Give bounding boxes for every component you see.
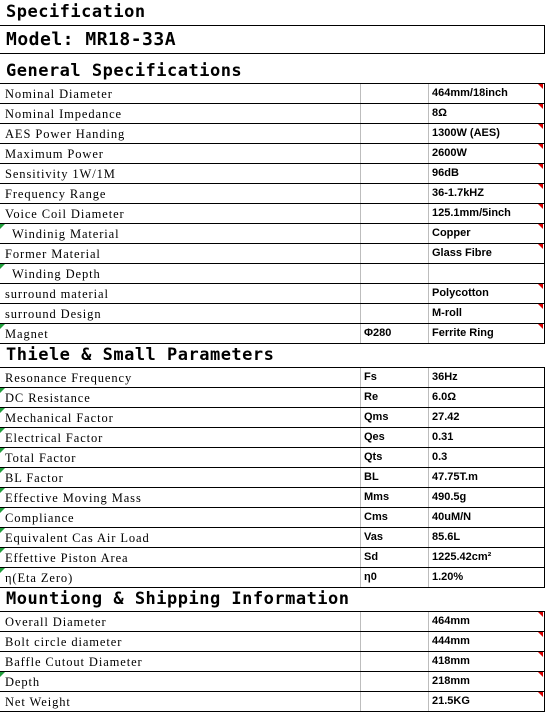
cell-divider — [428, 508, 429, 527]
spec-row — [0, 184, 545, 204]
cell-marker-icon — [0, 672, 5, 677]
spec-row — [0, 244, 545, 264]
cell-divider — [428, 144, 429, 163]
title-row — [0, 0, 545, 26]
spec-symbol: Φ280 — [364, 327, 392, 339]
cell-divider — [360, 388, 361, 407]
spec-row — [0, 548, 545, 568]
cell-divider — [544, 528, 545, 547]
cell-marker-icon — [0, 488, 5, 493]
spec-label: Voice Coil Diameter — [5, 207, 125, 221]
cell-marker-icon — [0, 324, 5, 329]
comment-marker-icon — [538, 652, 543, 657]
cell-marker-icon — [0, 508, 5, 513]
cell-divider — [428, 448, 429, 467]
cell-divider — [360, 408, 361, 427]
spec-value: 6.0Ω — [432, 391, 457, 403]
spec-value: Ferrite Ring — [432, 327, 494, 339]
cell-divider — [428, 488, 429, 507]
spec-label: Windinig Material — [12, 227, 120, 241]
cell-divider — [544, 324, 545, 343]
cell-divider — [360, 284, 361, 303]
comment-marker-icon — [538, 204, 543, 209]
cell-divider — [360, 468, 361, 487]
cell-divider — [428, 284, 429, 303]
spec-label: Nominal Diameter — [5, 87, 113, 101]
spec-label: Depth — [5, 675, 41, 689]
cell-divider — [544, 612, 545, 631]
spec-value: 125.1mm/5inch — [432, 207, 511, 219]
spec-row — [0, 388, 545, 408]
spec-value: 0.3 — [432, 451, 448, 463]
spec-value: 218mm — [432, 675, 470, 687]
cell-divider — [544, 388, 545, 407]
spec-row — [0, 448, 545, 468]
spec-row — [0, 408, 545, 428]
cell-divider — [428, 264, 429, 283]
cell-divider — [544, 428, 545, 447]
spec-value: Polycotton — [432, 287, 489, 299]
cell-divider — [544, 448, 545, 467]
spec-value: 418mm — [432, 655, 470, 667]
spec-row — [0, 124, 545, 144]
cell-divider — [360, 324, 361, 343]
spec-value: 47.75T.m — [432, 471, 478, 483]
comment-marker-icon — [538, 692, 543, 697]
cell-divider — [544, 568, 545, 587]
spec-value: 36-1.7kHZ — [432, 187, 484, 199]
cell-divider — [544, 144, 545, 163]
comment-marker-icon — [538, 144, 543, 149]
cell-marker-icon — [0, 264, 5, 269]
cell-divider — [360, 224, 361, 243]
cell-divider — [544, 652, 545, 671]
spec-label: Baffle Cutout Diameter — [5, 655, 143, 669]
cell-divider — [428, 528, 429, 547]
spec-row — [0, 368, 545, 388]
cell-divider — [428, 672, 429, 691]
cell-divider — [428, 324, 429, 343]
comment-marker-icon — [538, 612, 543, 617]
model-name: Model: MR18-33A — [6, 29, 177, 50]
spec-value: 8Ω — [432, 107, 447, 119]
spec-value: Glass Fibre — [432, 247, 492, 259]
spec-label: Former Material — [5, 247, 101, 261]
comment-marker-icon — [538, 672, 543, 677]
comment-marker-icon — [538, 84, 543, 89]
spec-value: 0.31 — [432, 431, 454, 443]
comment-marker-icon — [538, 284, 543, 289]
spec-row — [0, 632, 545, 652]
cell-divider — [360, 104, 361, 123]
spec-row — [0, 612, 545, 632]
spec-value: 36Hz — [432, 371, 458, 383]
cell-divider — [544, 548, 545, 567]
cell-divider — [428, 164, 429, 183]
spec-symbol: η0 — [364, 571, 377, 583]
spec-row — [0, 652, 545, 672]
spec-value: 85.6L — [432, 531, 461, 543]
spec-label: DC Resistance — [5, 391, 91, 405]
spec-row — [0, 84, 545, 104]
spec-symbol: Qts — [364, 451, 383, 463]
comment-marker-icon — [538, 104, 543, 109]
spec-label: Equivalent Cas Air Load — [5, 531, 150, 545]
spec-label: Net Weight — [5, 695, 71, 709]
spec-symbol: Sd — [364, 551, 379, 563]
cell-marker-icon — [0, 428, 5, 433]
spec-symbol: Cms — [364, 511, 388, 523]
cell-divider — [428, 428, 429, 447]
cell-divider — [544, 368, 545, 387]
comment-marker-icon — [538, 124, 543, 129]
cell-divider — [360, 612, 361, 631]
cell-divider — [360, 304, 361, 323]
section-heading-row — [0, 60, 545, 84]
spec-label: Winding Depth — [12, 267, 101, 281]
spec-label: AES Power Handing — [5, 127, 126, 141]
spec-label: Effective Moving Mass — [5, 491, 142, 505]
comment-marker-icon — [538, 244, 543, 249]
cell-divider — [428, 548, 429, 567]
spec-label: Electrical Factor — [5, 431, 104, 445]
cell-divider — [360, 244, 361, 263]
cell-divider — [428, 612, 429, 631]
model-row — [0, 26, 545, 54]
cell-divider — [544, 164, 545, 183]
cell-divider — [428, 652, 429, 671]
cell-divider — [544, 672, 545, 691]
cell-divider — [360, 124, 361, 143]
cell-divider — [544, 244, 545, 263]
spec-row — [0, 468, 545, 488]
spec-value: M-roll — [432, 307, 462, 319]
cell-divider — [360, 448, 361, 467]
cell-divider — [544, 204, 545, 223]
spec-label: Resonance Frequency — [5, 371, 133, 385]
spec-label: Bolt circle diameter — [5, 635, 123, 649]
cell-divider — [428, 568, 429, 587]
cell-marker-icon — [0, 408, 5, 413]
spec-row — [0, 508, 545, 528]
cell-divider — [360, 508, 361, 527]
comment-marker-icon — [538, 164, 543, 169]
spec-value: Copper — [432, 227, 471, 239]
spec-row — [0, 304, 545, 324]
cell-marker-icon — [0, 468, 5, 473]
cell-divider — [544, 84, 545, 103]
spec-symbol: Qes — [364, 431, 385, 443]
cell-divider — [544, 284, 545, 303]
section-heading: Thiele & Small Parameters — [6, 345, 275, 365]
spec-label: Compliance — [5, 511, 75, 525]
sections-container — [0, 60, 552, 712]
spec-row — [0, 144, 545, 164]
cell-divider — [544, 468, 545, 487]
cell-marker-icon — [0, 224, 5, 229]
cell-divider — [360, 368, 361, 387]
cell-divider — [428, 104, 429, 123]
spec-value: 464mm — [432, 615, 470, 627]
section-heading: General Specifications — [6, 61, 243, 81]
spec-label: Total Factor — [5, 451, 77, 465]
cell-divider — [360, 84, 361, 103]
spec-label: Nominal Impedance — [5, 107, 122, 121]
section-heading: Mountiong & Shipping Information — [6, 589, 350, 609]
right-border — [544, 26, 545, 53]
spec-row — [0, 164, 545, 184]
cell-divider — [428, 408, 429, 427]
spec-label: Maximum Power — [5, 147, 104, 161]
spec-value: 490.5g — [432, 491, 467, 503]
section-heading-row — [0, 344, 545, 368]
cell-divider — [544, 408, 545, 427]
cell-divider — [428, 304, 429, 323]
spec-symbol: BL — [364, 471, 379, 483]
spec-value: 40uM/N — [432, 511, 472, 523]
comment-marker-icon — [538, 324, 543, 329]
cell-divider — [544, 104, 545, 123]
cell-divider — [428, 124, 429, 143]
comment-marker-icon — [538, 304, 543, 309]
cell-divider — [360, 632, 361, 651]
spec-row — [0, 104, 545, 124]
cell-divider — [360, 488, 361, 507]
cell-marker-icon — [0, 448, 5, 453]
spec-value: 21.5KG — [432, 695, 470, 707]
cell-divider — [360, 528, 361, 547]
spec-value: 464mm/18inch — [432, 87, 508, 99]
cell-divider — [360, 428, 361, 447]
cell-divider — [544, 184, 545, 203]
cell-divider — [544, 304, 545, 323]
cell-divider — [360, 692, 361, 711]
cell-divider — [360, 672, 361, 691]
spec-label: η(Eta Zero) — [5, 571, 74, 585]
spec-label: Mechanical Factor — [5, 411, 114, 425]
spec-row — [0, 488, 545, 508]
spec-label: Magnet — [5, 327, 49, 341]
spec-label: Frequency Range — [5, 187, 107, 201]
spec-row — [0, 224, 545, 244]
spec-symbol: Vas — [364, 531, 383, 543]
spec-value: 1.20% — [432, 571, 464, 583]
spec-row — [0, 568, 545, 588]
spec-value: 27.42 — [432, 411, 460, 423]
cell-divider — [428, 632, 429, 651]
cell-divider — [360, 144, 361, 163]
spec-row — [0, 324, 545, 344]
cell-divider — [544, 224, 545, 243]
spec-value: 444mm — [432, 635, 470, 647]
cell-divider — [428, 204, 429, 223]
cell-marker-icon — [0, 548, 5, 553]
spec-symbol: Fs — [364, 371, 377, 383]
spec-row — [0, 692, 545, 712]
spec-label: Overall Diameter — [5, 615, 107, 629]
cell-divider — [360, 264, 361, 283]
page-title: Specification — [6, 2, 146, 22]
spec-row — [0, 204, 545, 224]
cell-divider — [428, 224, 429, 243]
cell-marker-icon — [0, 528, 5, 533]
cell-divider — [544, 488, 545, 507]
cell-divider — [428, 244, 429, 263]
cell-divider — [544, 692, 545, 711]
cell-divider — [360, 204, 361, 223]
cell-divider — [360, 184, 361, 203]
spec-label: Sensitivity 1W/1M — [5, 167, 116, 181]
cell-divider — [428, 184, 429, 203]
spec-value: 1225.42cm² — [432, 551, 492, 563]
spec-label: Effettive Piston Area — [5, 551, 129, 565]
cell-marker-icon — [0, 568, 5, 573]
spec-value: 96dB — [432, 167, 459, 179]
cell-divider — [544, 264, 545, 283]
cell-divider — [544, 632, 545, 651]
cell-divider — [360, 164, 361, 183]
spec-label: surround material — [5, 287, 109, 301]
cell-divider — [360, 652, 361, 671]
spec-row — [0, 528, 545, 548]
spec-row — [0, 428, 545, 448]
cell-divider — [428, 388, 429, 407]
section-heading-row — [0, 588, 545, 612]
spec-symbol: Qms — [364, 411, 389, 423]
comment-marker-icon — [538, 184, 543, 189]
spec-value: 1300W (AES) — [432, 127, 500, 139]
spec-row — [0, 284, 545, 304]
comment-marker-icon — [538, 224, 543, 229]
spec-row — [0, 672, 545, 692]
spec-symbol: Mms — [364, 491, 390, 503]
cell-divider — [428, 368, 429, 387]
spec-symbol: Re — [364, 391, 379, 403]
cell-divider — [360, 568, 361, 587]
cell-divider — [544, 124, 545, 143]
cell-marker-icon — [0, 388, 5, 393]
cell-divider — [428, 468, 429, 487]
cell-divider — [428, 692, 429, 711]
spec-label: surround Design — [5, 307, 102, 321]
comment-marker-icon — [538, 632, 543, 637]
cell-divider — [428, 84, 429, 103]
cell-divider — [544, 508, 545, 527]
spec-row — [0, 264, 545, 284]
cell-divider — [360, 548, 361, 567]
spec-value: 2600W — [432, 147, 467, 159]
spec-label: BL Factor — [5, 471, 64, 485]
